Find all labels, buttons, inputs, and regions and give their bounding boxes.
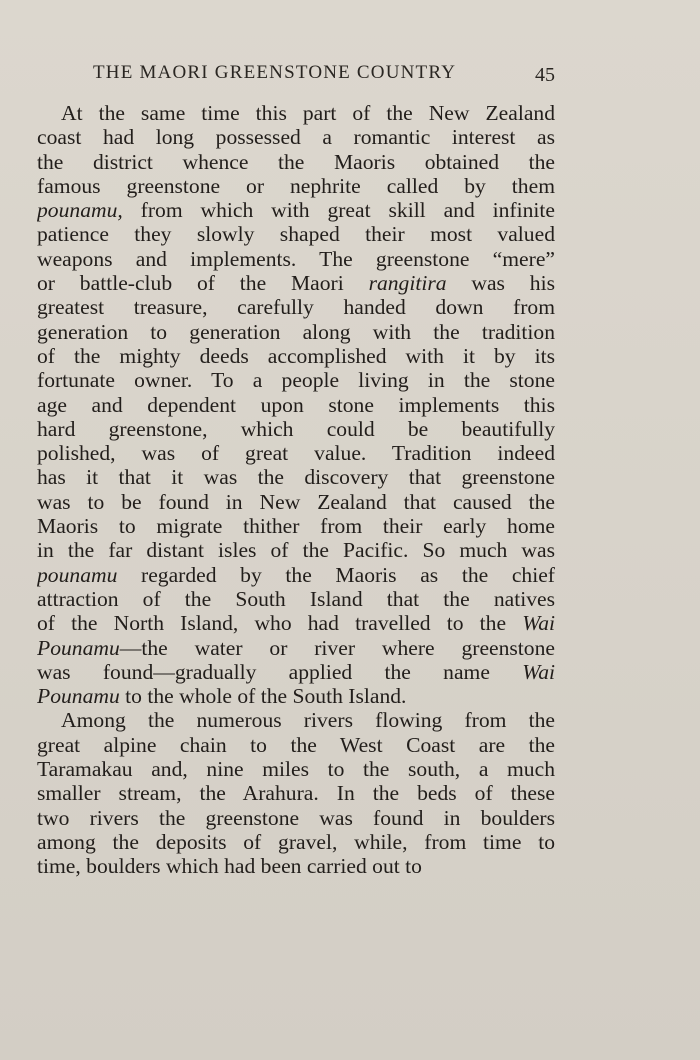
text-segment: coast had long possessed a romantic interest as [37,125,555,150]
text-line [37,101,555,125]
text-segment: hard greenstone, which could be beautifully [37,416,555,441]
text-segment: was his [446,271,555,296]
text-line [37,830,555,854]
text-line [37,733,555,757]
text-line [37,344,555,368]
text-line [37,781,555,805]
text-line [37,465,555,489]
text-line [37,708,555,732]
text-line [37,368,555,392]
italic-segment: Pounamu [37,635,120,660]
text-line [37,295,555,319]
italic-segment: rangitira [368,271,447,296]
text-segment: —the water or river where greenstone [119,635,555,660]
text-segment: age and dependent upon stone implements this [37,392,555,417]
text-segment: of the mighty deeds accomplished with it by its [37,343,555,368]
page-number: 45 [535,64,555,86]
text-segment: among the deposits of gravel, while, from time to [37,829,555,854]
text-line [37,490,555,514]
text-segment: smaller stream, the Arahura. In the beds of these [37,781,555,806]
text-line [37,198,555,222]
text-line [37,563,555,587]
text-segment: attraction of the South Island that the natives [37,586,555,611]
text-line [37,854,555,878]
text-line [37,636,555,660]
italic-segment: pounamu [37,562,118,587]
text-line [37,222,555,246]
body-text [37,101,555,879]
text-line [37,538,555,562]
text-segment: patience they slowly shaped their most valued [37,222,555,247]
text-segment: regarded by the Maoris as the chief [117,562,555,587]
text-segment: fortunate owner. To a people living in the stone [37,368,555,393]
text-line [37,611,555,635]
text-line [37,271,555,295]
text-segment: has it that it was the discovery that greenstone [37,465,555,490]
italic-segment: Pounamu [37,684,120,709]
text-segment: generation to generation along with the tradition [37,319,555,344]
text-line [37,320,555,344]
text-segment: two rivers the greenstone was found in boulders [37,805,555,830]
text-segment: from which with great skill and infinite [122,198,555,223]
text-segment: or battle-club of the Maori [37,271,369,296]
text-line [37,417,555,441]
text-line [37,684,555,708]
text-line [37,150,555,174]
text-segment: of the North Island, who had travelled to the [37,611,523,636]
running-head [37,62,555,92]
text-segment: in the far distant isles of the Pacific. So much was [37,538,555,563]
text-line [37,587,555,611]
text-segment: greatest treasure, carefully handed down from [37,295,555,320]
text-line [37,806,555,830]
text-segment: weapons and implements. The greenstone “mere” [37,246,555,271]
text-line [37,441,555,465]
text-segment: was found—gradually applied the name [37,659,523,684]
text-segment: At the same time this part of the New Zealand [61,101,555,125]
italic-segment: Wai [522,611,555,636]
text-line [37,247,555,271]
text-line [37,514,555,538]
text-segment: to the whole of the South Island. [119,684,407,709]
text-segment: Among the numerous rivers flowing from the [61,708,555,733]
text-segment: the district whence the Maoris obtained the [37,149,555,174]
text-segment: polished, was of great value. Tradition indeed [37,441,555,466]
italic-segment: pounamu, [37,198,123,223]
text-segment: Taramakau and, nine miles to the south, a much [37,757,555,782]
text-line [37,174,555,198]
text-segment: Maoris to migrate thither from their early home [37,514,555,539]
text-line [37,393,555,417]
running-title: THE MAORI GREENSTONE COUNTRY [93,62,457,83]
text-line [37,125,555,149]
text-segment: was to be found in New Zealand that caused the [37,489,555,514]
italic-segment: Wai [522,659,555,684]
text-line [37,660,555,684]
text-segment: time, boulders which had been carried out to [37,854,422,879]
text-line [37,757,555,781]
text-segment: great alpine chain to the West Coast are the [37,732,555,757]
text-segment: famous greenstone or nephrite called by them [37,173,555,198]
